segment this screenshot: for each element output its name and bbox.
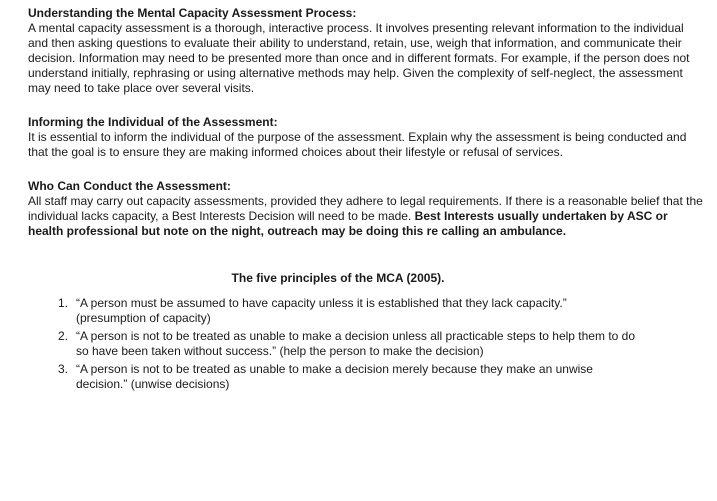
section-heading: Understanding the Mental Capacity Assessment Process: [28,6,357,20]
section-understanding [28,6,703,96]
list-item [58,296,703,326]
list-item-content [76,296,703,326]
section-body-text: All staff may carry out capacity assessments, provided they adhere to legal requirements. If there is a reasonable belief that the individual lacks capacity, a Best Interests Decision will need to be made. [28,194,703,223]
section-body [28,194,703,239]
list-item [58,329,703,359]
principles-list [28,296,703,392]
list-item [58,362,703,392]
list-item-text: “A person is not to be treated as unable to make a decision merely because they make an unwise decision.” (unwise decisions) [76,362,593,391]
list-item-text: “A person must be assumed to have capacity unless it is established that they lack capacity.” [76,296,567,310]
section-heading: Informing the Individual of the Assessment: [28,115,278,129]
list-item-text: “A person is not to be treated as unable to make a decision unless all practicable steps to help them to do so have been taken without success.” (help the person to make the decision) [76,329,636,358]
section-informing [28,115,703,160]
list-number: 3. [58,362,69,376]
principles-title: The five principles of the MCA (2005). [231,271,445,285]
list-number: 1. [58,296,69,310]
section-body: It is essential to inform the individual of the purpose of the assessment. Explain why the assessment is being conducted and that the goal is to ensure they are making informed choices about their lifestyle or refusal of services. [28,130,687,159]
list-number: 2. [58,329,69,343]
section-body: A mental capacity assessment is a thorough, interactive process. It involves presenting relevant information to the individual and then asking questions to evaluate their ability to understand, retain, use, weigh that information, and communicate their decision. Information may need to be presented more than once and in different formats. For example, if the person does not understand initially, rephrasing or using alternative methods may help. Given the complexity of self-neglect, the assessment may need to take place over several visits. [28,21,690,95]
section-who-can-conduct [28,179,703,239]
list-item-note: (presumption of capacity) [76,311,211,325]
section-heading: Who Can Conduct the Assessment: [28,179,231,193]
section-body-bold-note: Best Interests usually undertaken by ASC or health professional but note on the night, outreach may be doing this re calling an ambulance. [28,209,668,238]
